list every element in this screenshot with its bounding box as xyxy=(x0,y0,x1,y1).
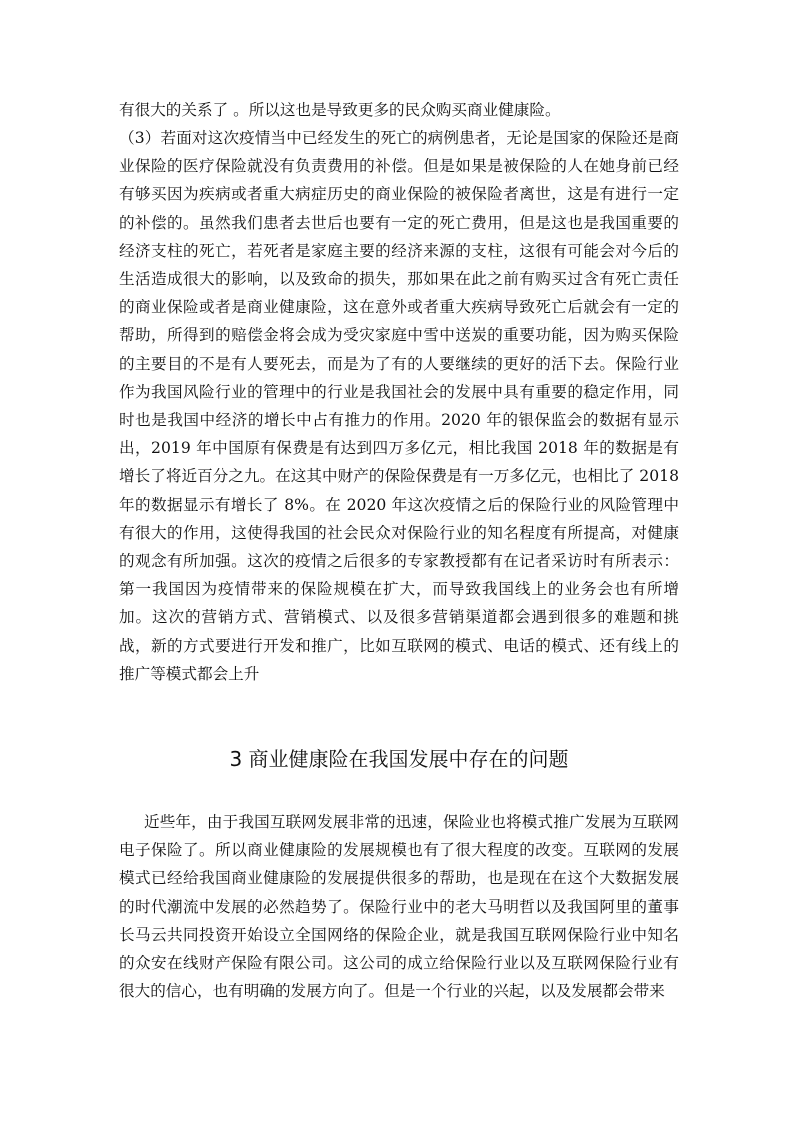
continuation-paragraph: 有很大的关系了 。所以这也是导致更多的民众购买商业健康险。 xyxy=(119,101,561,119)
item-3-paragraph-block xyxy=(119,124,679,688)
section-paragraph: 近些年，由于我国互联网发展非常的迅速，保险业也将模式推广发展为互联网电子保险了。所以商业健康险的发展规模也有了很大程度的改变。互联网的发展模式已经给我国商业健康险的发展提供很多的帮助，也是现在在这个大数据发展的时代潮流中发展的必然趋势了。保险行业中的老大马明哲以及我国阿里的董事长马云共同投资开始设立全国网络的保险企业，就是我国互联网保险行业中知名的众安在线财产保险有限公司。这公司的成立给保险行业以及互联网保险行业有很大的信心，也有明确的发展方向了。但是一个行业的兴起，以及发展都会带来 xyxy=(119,813,679,1001)
section-heading: 3 商业健康险在我国发展中存在的问题 xyxy=(229,747,569,771)
continuation-paragraph-block xyxy=(119,96,679,124)
item-3-paragraph: （3）若面对这次疫情当中已经发生的死亡的病例患者，无论是国家的保险还是商业保险的医疗保险就没有负责费用的补偿。但是如果是被保险的人在她身前已经有够买因为疾病或者重大病症历史的商业保险的被保险者离世，这是有进行一定的补偿的。虽然我们患者去世后也要有一定的死亡费用，但是这也是我国重要的经济支柱的死亡，若死者是家庭主要的经济来源的支柱，这很有可能会对今后的生活造成很大的影响，以及致命的损失，那如果在此之前有购买过含有死亡责任的商业保险或者是商业健康险，这在意外或者重大疾病导致死亡后就会有一定的帮助，所得到的赔偿金将会成为受灾家庭中雪中送炭的重要功能，因为购买保险的主要目的不是有人要死去，而是为了有的人要继续的更好的活下去。保险行业作为我国风险行业的管理中的行业是我国社会的发展中具有重要的稳定作用，同时也是我国中经济的增长中占有推力的作用。2020 年的银保监会的数据有显示出，2019 年中国原有保费是有达到四万多亿元，相比我国 2018 年的数据是有增长了将近百分之九。在这其中财产的保险保费是有一万多亿元，也相比了 2018 年的数据显示有增长了 8%。在 2020 年这次疫情之后的保险行业的风险管理中有很大的作用，这使得我国的社会民众对保险行业的知名程度有所提高，对健康的观念有所加强。这次的疫情之后很多的专家教授都有在记者采访时有所表示：第一我国因为疫情带来的保险规模在扩大，而导致我国线上的业务会也有所增加。这次的营销方式、营销模式、以及很多营销渠道都会遇到很多的难题和挑战，新的方式要进行开发和推广，比如互联网的模式、电话的模式、还有线上的推广等模式都会上升 xyxy=(119,129,679,683)
section-paragraph-block xyxy=(119,808,679,1005)
